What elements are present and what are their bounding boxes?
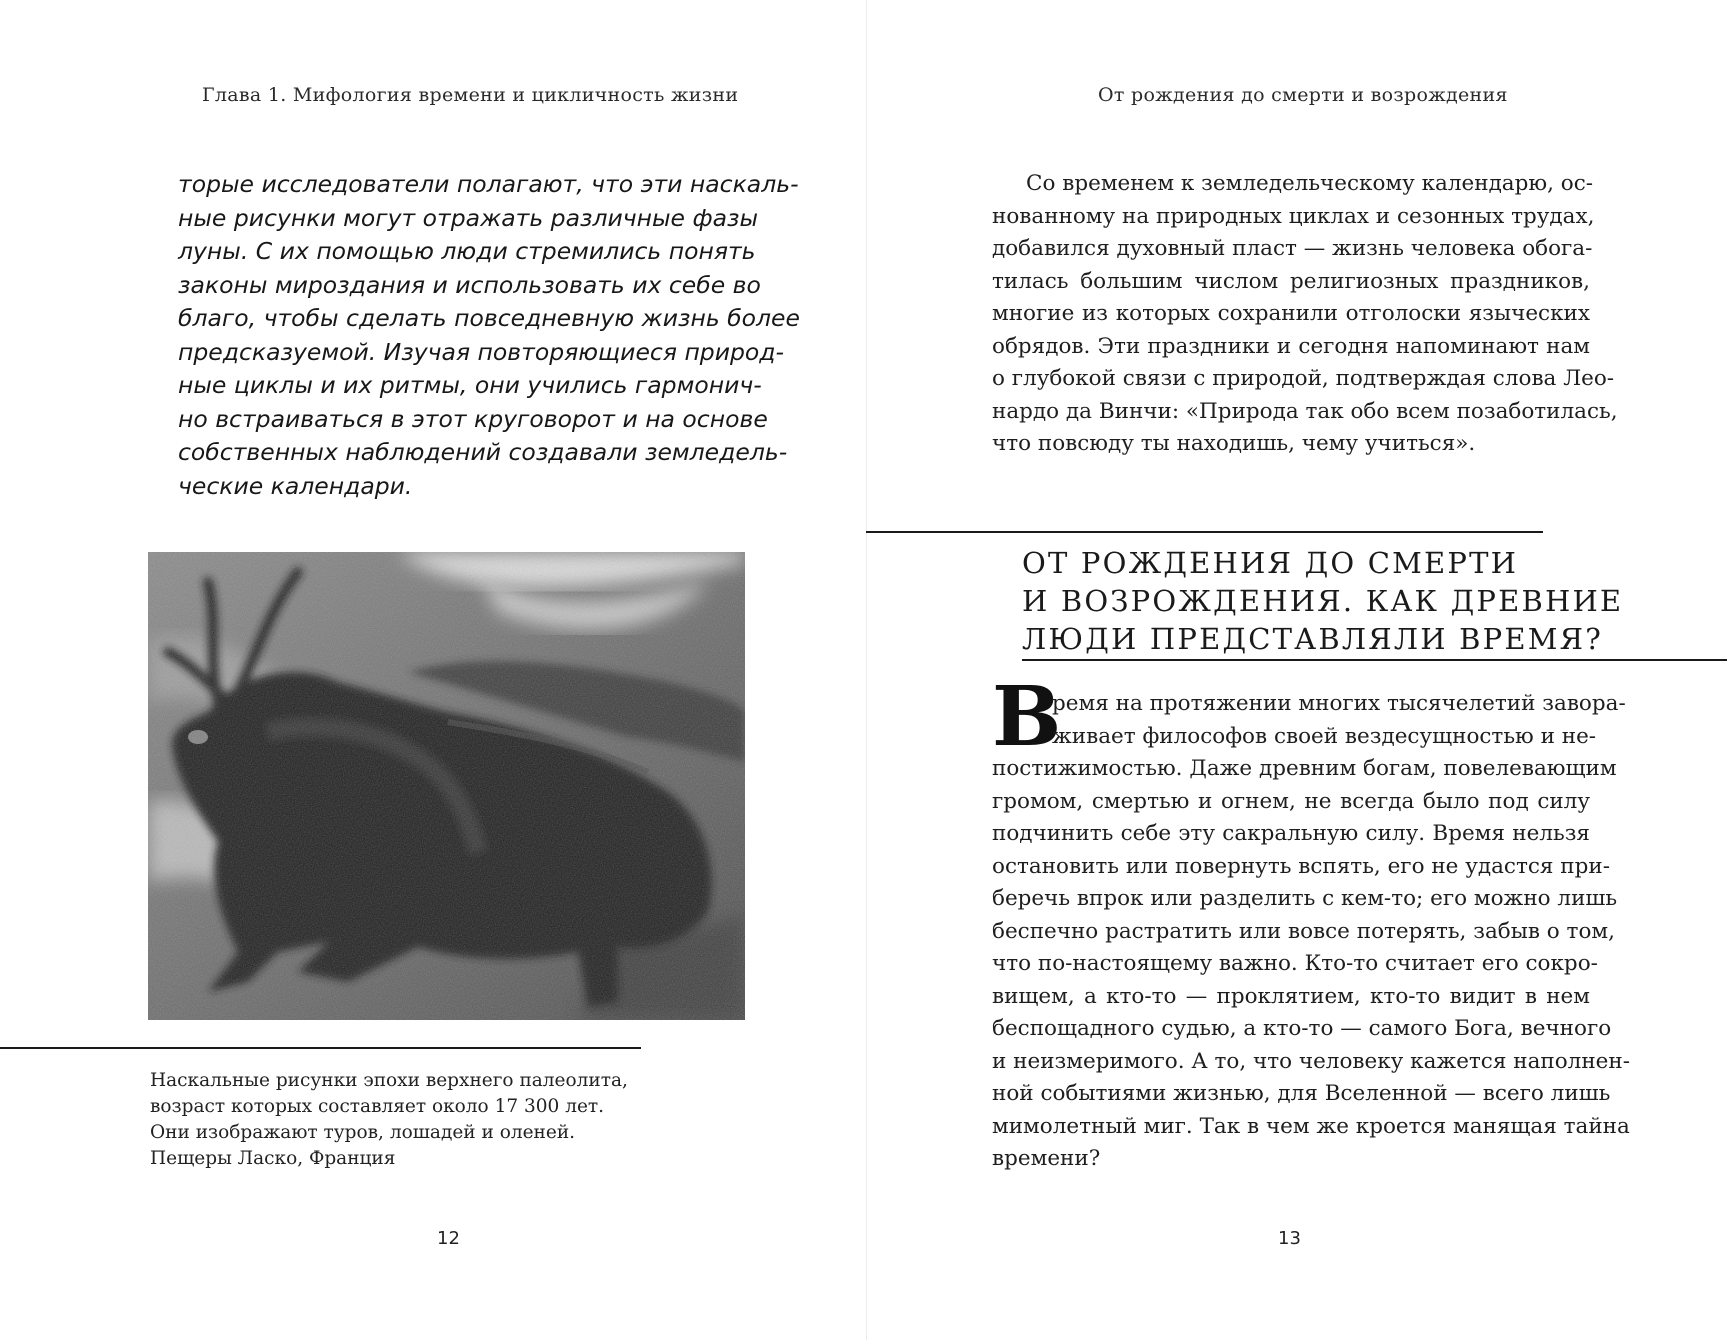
caption-line: Наскальные рисунки эпохи верхнего палеолита, (150, 1070, 628, 1091)
main-paragraph (992, 688, 1630, 1176)
text-line: что повсюду ты находишь, чему учиться». (992, 431, 1476, 456)
photo-caption (150, 1068, 628, 1172)
drop-cap: В (992, 669, 1062, 765)
text-line: добавился духовный пласт — жизнь человека обога- (992, 236, 1593, 261)
text-line: подчинить себе эту сакральную силу. Время нельзя (992, 821, 1590, 846)
text-line: ной событиями жизнью, для Вселенной — всего лишь (992, 1081, 1611, 1106)
heading-line: ЛЮДИ ПРЕДСТАВЛЯЛИ ВРЕМЯ? (1022, 622, 1604, 656)
text-line: вищем, а кто-то — проклятием, кто-то видит в нем (992, 983, 1590, 1009)
text-line: ные циклы и их ритмы, они учились гармонич- (178, 371, 762, 399)
intro-paragraph (992, 168, 1618, 461)
text-line: ные рисунки могут отражать различные фазы (178, 203, 759, 232)
text-line: беречь впрок или разделить с кем-то; его можно лишь (992, 886, 1618, 911)
text-line: тилась большим числом религиозных праздников, (992, 268, 1590, 294)
text-line: многие из которых сохранили отголоски языческих (992, 301, 1590, 326)
text-line: обрядов. Эти праздники и сегодня напоминают нам (992, 333, 1590, 359)
heading-top-rule (866, 531, 1543, 533)
text-line: что по-настоящему важно. Кто-то считает его сокро- (992, 951, 1598, 976)
text-line: нованному на природных циклах и сезонных трудах, (992, 203, 1595, 229)
heading-line: И ВОЗРОЖДЕНИЯ. КАК ДРЕВНИЕ (1022, 584, 1624, 618)
running-head-right: От рождения до смерти и возрождения (1098, 84, 1508, 106)
page-number-right: 13 (1278, 1228, 1301, 1249)
text-line: постижимостью. Даже древним богам, повелевающим (992, 756, 1617, 781)
text-line: предсказуемой. Изучая повторяющиеся природ- (178, 337, 785, 366)
text-line: живает философов своей вездесущностью и не- (1052, 723, 1597, 749)
text-line: торые исследователи полагают, что эти наскаль- (178, 170, 799, 198)
text-line: нардо да Винчи: «Природа так обо всем позаботилась, (992, 398, 1618, 424)
text-line: но встраиваться в этот круговорот и на основе (178, 404, 768, 433)
caption-line: Пещеры Ласко, Франция (150, 1148, 396, 1169)
caption-divider (0, 1047, 641, 1049)
heading-bottom-rule (1022, 659, 1727, 661)
text-line: громом, смертью и огнем, не всегда было под силу (992, 788, 1590, 814)
text-line: ремя на протяжении многих тысячелетий завора- (1052, 691, 1626, 716)
caption-line: Они изображают туров, лошадей и оленей. (150, 1122, 576, 1143)
cave-painting-photo (148, 552, 745, 1020)
text-line: Со временем к земледельческому календарю, ос- (1026, 171, 1594, 196)
text-line: ческие календари. (178, 471, 413, 500)
text-line: законы мироздания и использовать их себе во (178, 270, 761, 299)
text-line: луны. С их помощью люди стремились понять (178, 237, 756, 265)
handwritten-paragraph (178, 168, 800, 503)
text-line: беспечно растратить или вовсе потерять, забыв о том, (992, 918, 1615, 944)
text-line: о глубокой связи с природой, подтверждая слова Лео- (992, 366, 1615, 391)
text-line: собственных наблюдений создавали земледель- (178, 438, 788, 466)
text-line: остановить или повернуть вспять, его не удастся при- (992, 853, 1610, 879)
text-line: времени? (992, 1146, 1101, 1171)
text-line: беспощадного судью, а кто-то — самого Бога, вечного (992, 1016, 1612, 1041)
right-page (866, 0, 1727, 1340)
cave-painting-illustration (148, 552, 745, 1020)
section-heading (1022, 544, 1623, 658)
running-head-left: Глава 1. Мифология времени и цикличность жизни (202, 84, 739, 106)
caption-line: возраст которых составляет около 17 300 лет. (150, 1096, 605, 1117)
page-number-left: 12 (437, 1228, 460, 1249)
heading-line: ОТ РОЖДЕНИЯ ДО СМЕРТИ (1022, 546, 1519, 580)
text-line: мимолетный миг. Так в чем же кроется манящая тайна (992, 1113, 1630, 1139)
text-line: благо, чтобы сделать повседневную жизнь более (178, 304, 800, 332)
text-line: и неизмеримого. А то, что человеку кажется наполнен- (992, 1048, 1630, 1074)
